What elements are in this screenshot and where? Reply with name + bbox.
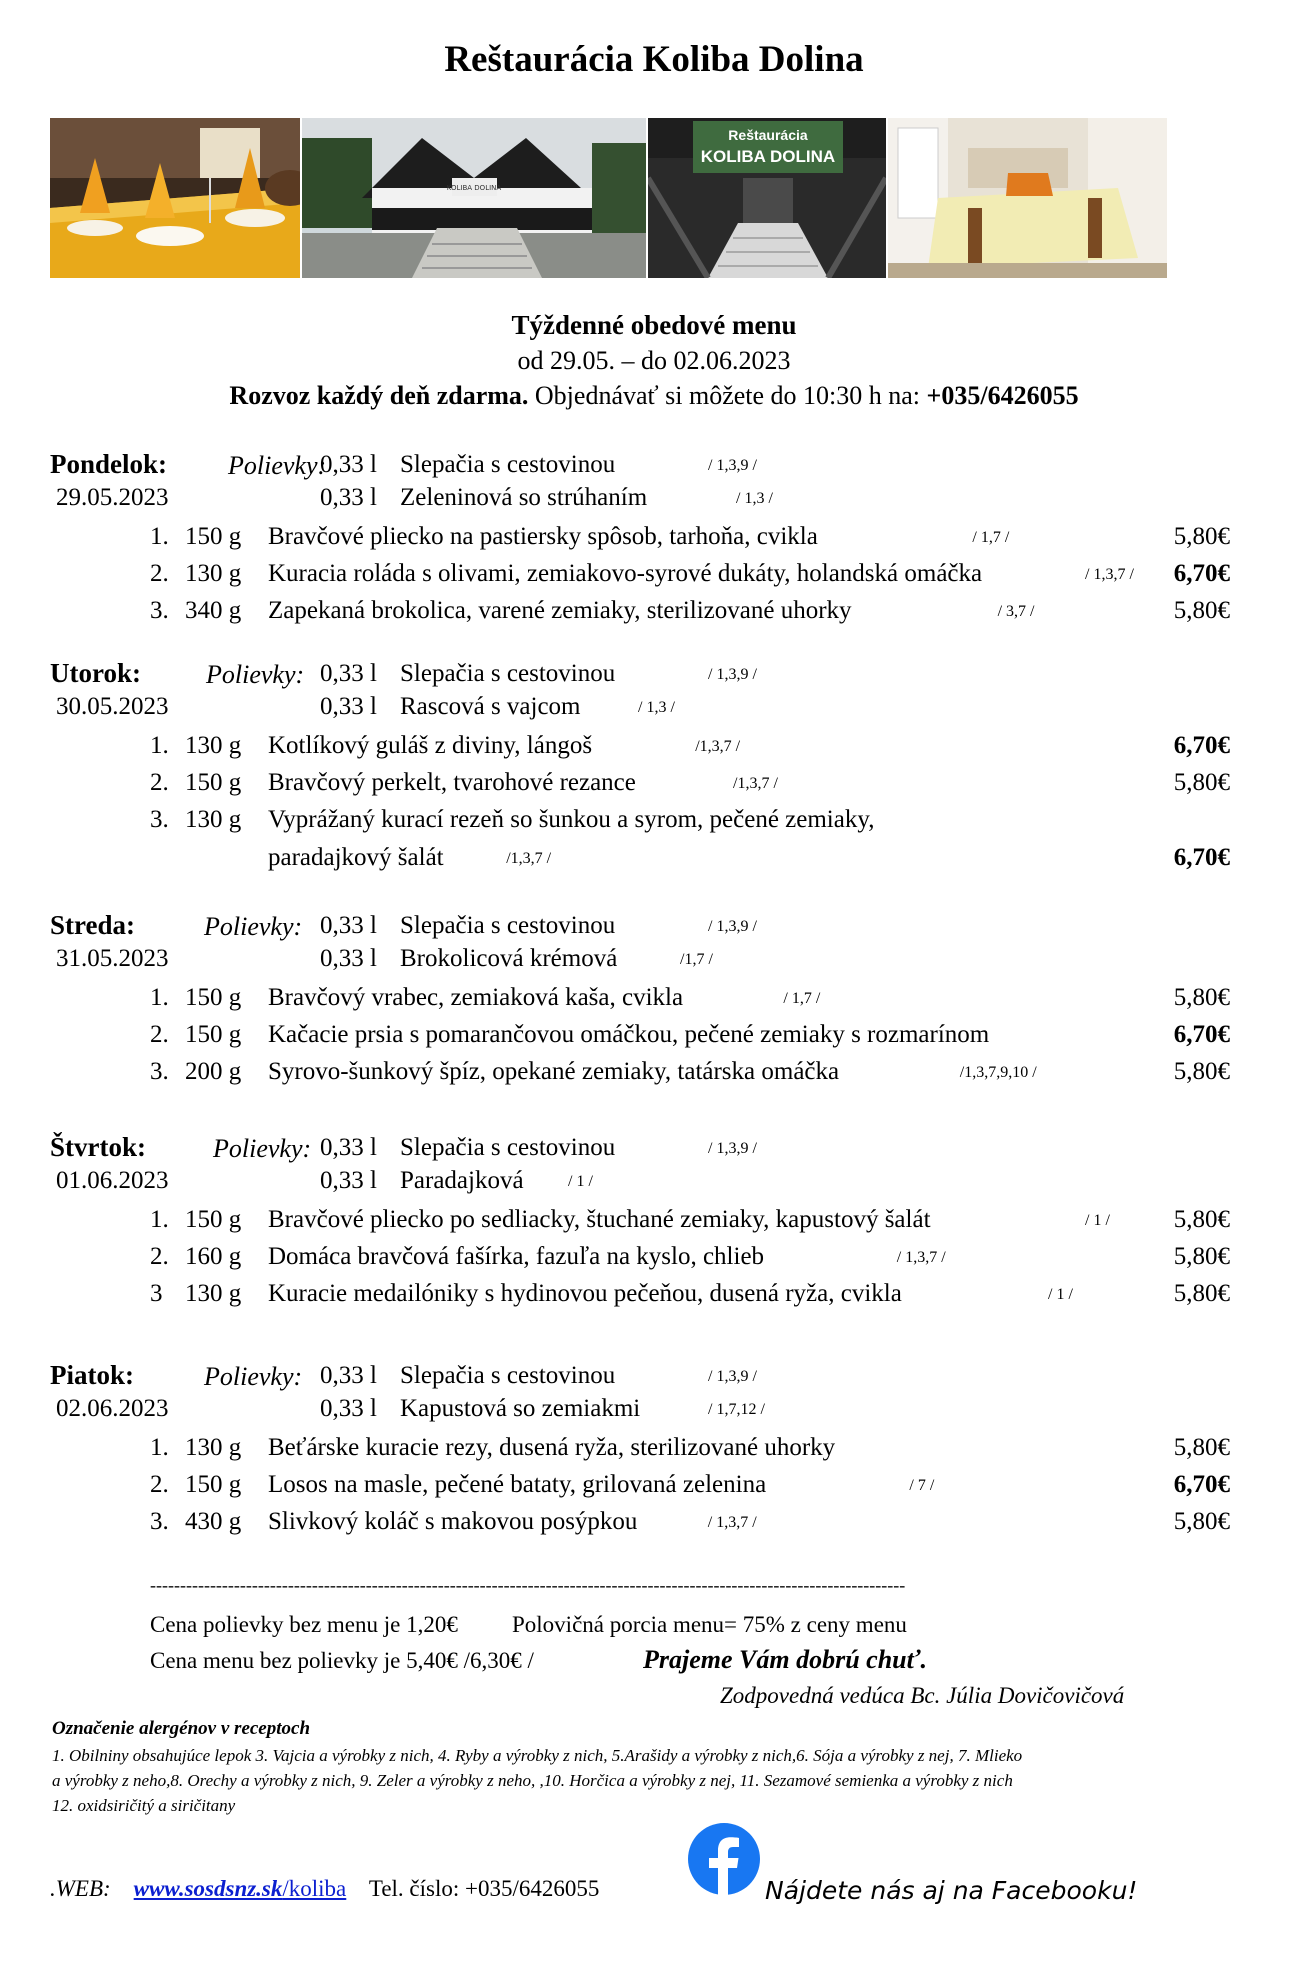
meal-weight: 130 g bbox=[185, 1280, 242, 1307]
meal-name: Domáca bravčová fašírka, fazuľa na kyslo, chlieb bbox=[268, 1243, 765, 1270]
divider-line: ------------------------------------------------------------------------------------------------------------------------------ bbox=[150, 1575, 906, 1595]
meal-allergens: / 1 / bbox=[1048, 1286, 1073, 1303]
day-date: 02.06.2023 bbox=[56, 1395, 169, 1422]
photo-dining-room bbox=[888, 118, 1167, 278]
meal-price: 6,70€ bbox=[1173, 1021, 1230, 1048]
meal-allergens: /1,3,7 / bbox=[506, 850, 552, 867]
day-date: 31.05.2023 bbox=[56, 945, 169, 972]
soups-label: Polievky: bbox=[228, 451, 327, 480]
day-name: Utorok: bbox=[50, 658, 141, 688]
meal-name: Slivkový koláč s makovou posýpkou bbox=[268, 1508, 638, 1535]
soup-qty: 0,33 l bbox=[320, 693, 377, 720]
soup-allergens: / 1,3,9 / bbox=[708, 918, 757, 935]
photo-strip bbox=[50, 118, 1167, 278]
meal-weight: 150 g bbox=[185, 1206, 242, 1233]
soup-name: Slepačia s cestovinou bbox=[400, 912, 616, 939]
meal-price: 6,70€ bbox=[1173, 844, 1230, 871]
soup-price-note: Cena polievky bez menu je 1,20€ bbox=[150, 1612, 458, 1637]
meal-price: 5,80€ bbox=[1173, 523, 1230, 550]
meal-weight: 150 g bbox=[185, 769, 242, 796]
wish-text: Prajeme Vám dobrú chuť. bbox=[643, 1645, 927, 1674]
facebook-icon[interactable] bbox=[687, 1822, 761, 1896]
meal-number: 1. bbox=[150, 984, 169, 1011]
meal-weight: 130 g bbox=[185, 560, 242, 587]
soup-name: Slepačia s cestovinou bbox=[400, 1134, 616, 1161]
meal-name: Beťárske kuracie rezy, dusená ryža, sterilizované uhorky bbox=[268, 1434, 836, 1461]
meal-name: Bravčové pliecko na pastiersky spôsob, tarhoňa, cvikla bbox=[268, 523, 818, 550]
meal-price: 5,80€ bbox=[1173, 597, 1230, 624]
website-link[interactable] bbox=[134, 1876, 347, 1901]
meal-price: 5,80€ bbox=[1173, 1206, 1230, 1233]
meal-number: 1. bbox=[150, 1434, 169, 1461]
meal-allergens: / 1,3,7 / bbox=[896, 1249, 946, 1266]
soup-allergens: / 1,3,9 / bbox=[708, 457, 757, 474]
menu-price-note: Cena menu bez polievky je 5,40€ /6,30€ / bbox=[150, 1648, 534, 1673]
meal-name: Losos na masle, pečené bataty, grilovaná zelenina bbox=[268, 1471, 767, 1498]
meal-allergens: / 1,3,7 / bbox=[707, 1514, 757, 1531]
soup-qty: 0,33 l bbox=[320, 1395, 377, 1422]
meal-price: 5,80€ bbox=[1173, 1280, 1230, 1307]
meal-allergens: /1,3,7 / bbox=[733, 775, 778, 792]
menu-dates: od 29.05. – do 02.06.2023 bbox=[517, 346, 791, 375]
soup-name: Slepačia s cestovinou bbox=[400, 660, 616, 687]
soups-label: Polievky: bbox=[204, 1362, 303, 1391]
meal-number: 3. bbox=[150, 1508, 169, 1535]
soups-label: Polievky: bbox=[206, 660, 305, 689]
meal-allergens: /1,3,7,9,10 / bbox=[959, 1064, 1037, 1081]
soup-allergens: / 1,3 / bbox=[638, 699, 675, 716]
meal-price: 5,80€ bbox=[1173, 984, 1230, 1011]
meal-number: 2. bbox=[150, 1021, 169, 1048]
soup-name: Paradajková bbox=[400, 1167, 524, 1194]
day-date: 29.05.2023 bbox=[56, 484, 169, 511]
telephone: Tel. číslo: +035/6426055 bbox=[368, 1876, 600, 1901]
soup-qty: 0,33 l bbox=[320, 1134, 377, 1161]
meal-weight: 130 g bbox=[185, 806, 242, 833]
meal-weight: 150 g bbox=[185, 1471, 242, 1498]
meal-price: 6,70€ bbox=[1173, 1471, 1230, 1498]
allergens-line-2: a výrobky z neho,8. Orechy a výrobky z nich, 9. Zeler a výrobky z neho, ,10. Horčica a výrobky z nej, 11. Sezamové semienka a výrobky z nich bbox=[52, 1771, 1013, 1790]
allergens-line-1: 1. Obilniny obsahujúce lepok 3. Vajcia a výrobky z nich, 4. Ryby a výrobky z nich, 5.Arašidy a výrobky z nich,6. Sója a výrobky z nej, 7. Mlieko bbox=[52, 1746, 1023, 1765]
meal-number: 1. bbox=[150, 1206, 169, 1233]
meal-allergens: / 1,7 / bbox=[783, 990, 821, 1007]
delivery-line bbox=[0, 381, 1308, 411]
soup-allergens: / 1 / bbox=[568, 1173, 593, 1190]
meal-name: Bravčový vrabec, zemiaková kaša, cvikla bbox=[268, 984, 684, 1011]
soup-allergens: / 1,3,9 / bbox=[708, 1368, 757, 1385]
allergens-title: Označenie alergénov v receptoch bbox=[52, 1718, 311, 1739]
web-row bbox=[50, 1876, 599, 1902]
meal-price: 5,80€ bbox=[1173, 1508, 1230, 1535]
photo-building bbox=[302, 118, 646, 278]
meal-name: Kačacie prsia s pomarančovou omáčkou, pečené zemiaky s rozmarínom bbox=[268, 1021, 990, 1048]
meal-price: 6,70€ bbox=[1173, 732, 1230, 759]
soup-name: Slepačia s cestovinou bbox=[400, 451, 616, 478]
meal-number: 2. bbox=[150, 1243, 169, 1270]
photo-table-setting bbox=[50, 118, 300, 278]
manager-name: Zodpovedná vedúca Bc. Júlia Dovičovičová bbox=[720, 1683, 1125, 1708]
website-domain: www.sosdsnz.sk bbox=[133, 1876, 283, 1901]
meal-price: 5,80€ bbox=[1173, 1243, 1230, 1270]
photo-entrance bbox=[648, 118, 886, 278]
soup-name: Rascová s vajcom bbox=[400, 693, 581, 720]
soup-allergens: / 1,7,12 / bbox=[708, 1401, 765, 1418]
meal-allergens: / 1 / bbox=[1085, 1212, 1110, 1229]
soups-label: Polievky: bbox=[204, 912, 303, 941]
meal-name: Vyprážaný kurací rezeň so šunkou a syrom, pečené zemiaky, bbox=[268, 806, 875, 833]
order-phone: +035/6426055 bbox=[926, 381, 1079, 410]
soup-allergens: / 1,3,9 / bbox=[708, 1140, 757, 1157]
half-portion-note: Polovičná porcia menu= 75% z ceny menu bbox=[512, 1612, 907, 1637]
delivery-free: Rozvoz každý deň zdarma. bbox=[229, 381, 529, 410]
meal-number: 2. bbox=[150, 769, 169, 796]
day-date: 30.05.2023 bbox=[56, 693, 169, 720]
meal-allergens: / 7 / bbox=[909, 1477, 935, 1494]
meal-number: 1. bbox=[150, 523, 169, 550]
facebook-text[interactable]: Nájdete nás aj na Facebooku! bbox=[765, 1876, 1138, 1905]
meal-allergens: / 3,7 / bbox=[997, 603, 1035, 620]
entrance-sign-line1: Reštaurácia bbox=[728, 127, 808, 143]
soup-name: Brokolicová krémová bbox=[400, 945, 618, 972]
meal-weight: 150 g bbox=[185, 523, 242, 550]
meal-name: Kuracia roláda s olivami, zemiakovo-syrové dukáty, holandská omáčka bbox=[268, 560, 983, 587]
soup-allergens: / 1,3 / bbox=[736, 490, 773, 507]
meal-number: 1. bbox=[150, 732, 169, 759]
day-name: Štvrtok: bbox=[50, 1132, 146, 1162]
meal-price: 5,80€ bbox=[1173, 1058, 1230, 1085]
meal-weight: 130 g bbox=[185, 1434, 242, 1461]
meal-number: 3. bbox=[150, 597, 169, 624]
meal-weight: 340 g bbox=[185, 597, 242, 624]
meal-name: Kotlíkový guláš z diviny, lángoš bbox=[268, 732, 593, 759]
meal-number: 3. bbox=[150, 1058, 169, 1085]
meal-price: 5,80€ bbox=[1173, 769, 1230, 796]
restaurant-title: Reštaurácia Koliba Dolina bbox=[444, 39, 864, 80]
day-name: Pondelok: bbox=[50, 449, 168, 479]
soup-qty: 0,33 l bbox=[320, 912, 377, 939]
soup-allergens: /1,7 / bbox=[680, 951, 713, 968]
meal-name: Bravčové pliecko po sedliacky, štuchané zemiaky, kapustový šalát bbox=[268, 1206, 931, 1233]
meal-name-cont: paradajkový šalát bbox=[268, 844, 444, 871]
soup-allergens: / 1,3,9 / bbox=[708, 666, 757, 683]
meal-name: Kuracie medailóniky s hydinovou pečeňou, dusená ryža, cvikla bbox=[268, 1280, 902, 1307]
web-label: .WEB: bbox=[50, 1876, 111, 1901]
entrance-sign-line2: KOLIBA DOLINA bbox=[700, 147, 836, 166]
soup-qty: 0,33 l bbox=[320, 660, 377, 687]
meal-weight: 430 g bbox=[185, 1508, 242, 1535]
soup-qty: 0,33 l bbox=[320, 451, 377, 478]
meal-weight: 150 g bbox=[185, 984, 242, 1011]
meal-weight: 130 g bbox=[185, 732, 242, 759]
soups-label: Polievky: bbox=[213, 1134, 312, 1163]
website-path: /koliba bbox=[282, 1876, 347, 1901]
soup-qty: 0,33 l bbox=[320, 945, 377, 972]
day-name: Streda: bbox=[50, 910, 135, 940]
building-sign-text: KOLIBA DOLINA bbox=[446, 184, 502, 192]
meal-name: Syrovo-šunkový špíz, opekané zemiaky, tatárska omáčka bbox=[268, 1058, 840, 1085]
soup-name: Zeleninová so strúhaním bbox=[400, 484, 648, 511]
soup-qty: 0,33 l bbox=[320, 1362, 377, 1389]
day-date: 01.06.2023 bbox=[56, 1167, 169, 1194]
meal-allergens: / 1,7 / bbox=[972, 529, 1010, 546]
meal-number: 2. bbox=[150, 1471, 169, 1498]
soup-qty: 0,33 l bbox=[320, 484, 377, 511]
meal-allergens: / 1,3,7 / bbox=[1085, 566, 1134, 583]
soup-name: Kapustová so zemiakmi bbox=[400, 1395, 641, 1422]
meal-allergens: /1,3,7 / bbox=[695, 738, 741, 755]
allergens-line-3: 12. oxidsiričitý a siričitany bbox=[52, 1796, 236, 1815]
meal-weight: 150 g bbox=[185, 1021, 242, 1048]
menu-title: Týždenné obedové menu bbox=[511, 310, 797, 340]
meal-weight: 200 g bbox=[185, 1058, 242, 1085]
meal-name: Bravčový perkelt, tvarohové rezance bbox=[268, 769, 636, 796]
meal-name: Zapekaná brokolica, varené zemiaky, sterilizované uhorky bbox=[268, 597, 852, 624]
meal-number: 3 bbox=[150, 1280, 163, 1307]
meal-weight: 160 g bbox=[185, 1243, 242, 1270]
day-name: Piatok: bbox=[50, 1360, 134, 1390]
order-deadline: Objednávať si môžete do 10:30 h na: bbox=[534, 381, 921, 410]
meal-number: 2. bbox=[150, 560, 169, 587]
soup-qty: 0,33 l bbox=[320, 1167, 377, 1194]
soup-name: Slepačia s cestovinou bbox=[400, 1362, 616, 1389]
meal-price: 5,80€ bbox=[1173, 1434, 1230, 1461]
meal-number: 3. bbox=[150, 806, 169, 833]
meal-price: 6,70€ bbox=[1173, 560, 1230, 587]
